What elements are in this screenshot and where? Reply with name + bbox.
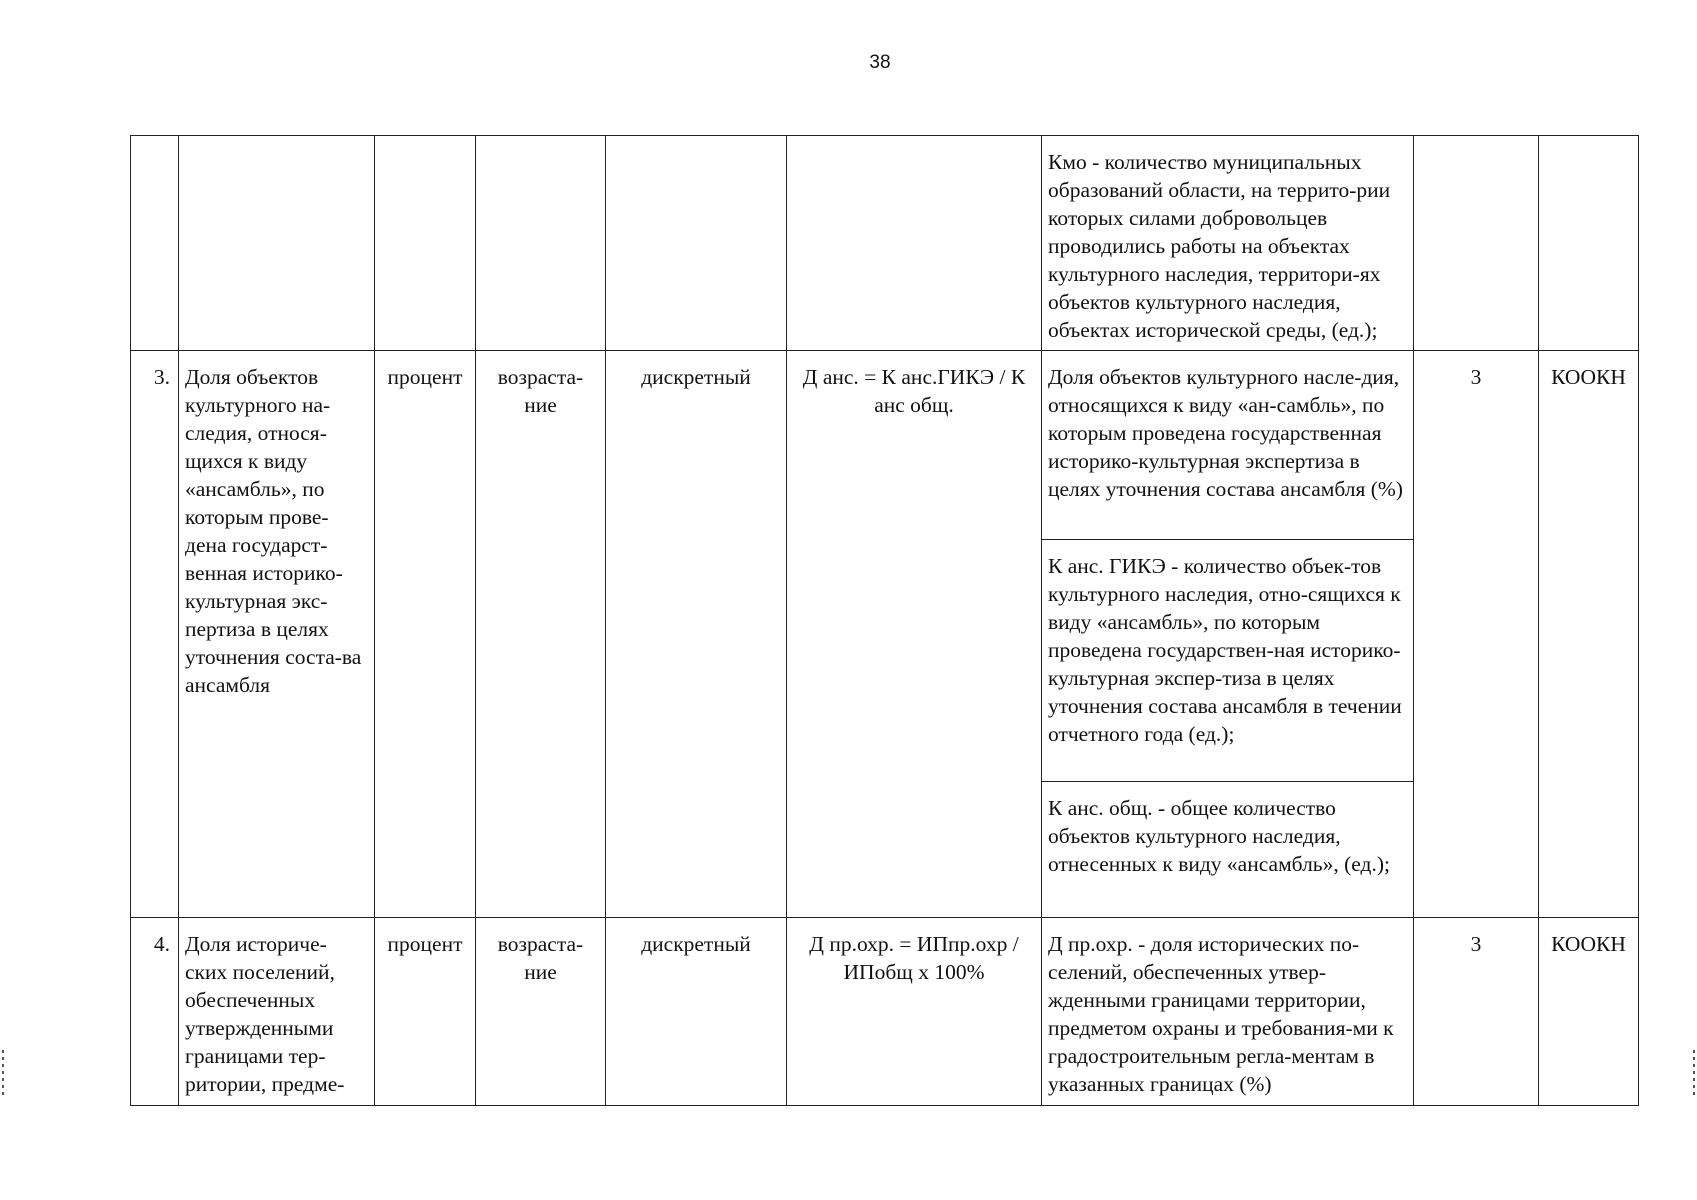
table-row	[131, 918, 1639, 1106]
description-cell: Доля объектов культурного насле-дия, относящихся к виду «ан-самбль», по которым проведена государственная историко-культурная экспертиза в целях уточнения состава ансамбля (%)	[1042, 351, 1414, 540]
indicators-table	[130, 135, 1639, 1106]
row-number-cell: 4.	[131, 918, 179, 1106]
indicator-name-cell	[179, 136, 375, 351]
type-cell: дискретный	[606, 918, 787, 1106]
formula-cell: Д анс. = К анс.ГИКЭ / К анс общ.	[787, 351, 1042, 918]
row-number-cell	[131, 136, 179, 351]
description-cell: К анс. ГИКЭ - количество объек-тов культурного наследия, отно-сящихся к виду «ансамбль», по которым проведена государствен-ная историко-культурная экспер-тиза в целях уточнения состава ансамбля в течении отчетного года (ед.);	[1042, 540, 1414, 782]
source-cell	[1414, 136, 1539, 351]
unit-cell: процент	[375, 918, 476, 1106]
table-row	[131, 351, 1639, 540]
unit-cell: процент	[375, 351, 476, 918]
source-cell: 3	[1414, 351, 1539, 918]
row-number-cell: 3.	[131, 351, 179, 918]
org-cell: КООКН	[1539, 351, 1639, 918]
source-cell: 3	[1414, 918, 1539, 1106]
formula-cell	[787, 136, 1042, 351]
table-row	[131, 136, 1639, 351]
direction-cell: возраста-ние	[476, 351, 606, 918]
direction-cell	[476, 136, 606, 351]
description-cell: Д пр.охр. - доля исторических по-селений, обеспеченных утвер-жденными границами территории, предметом охраны и требования-ми к градостроительным регла-ментам в указанных границах (%)	[1042, 918, 1414, 1106]
page-number: 38	[869, 52, 891, 73]
direction-cell: возраста-ние	[476, 918, 606, 1106]
indicator-name-cell: Доля историче-ских поселений, обеспеченных утвержденными границами тер-ритории, предме-	[179, 918, 375, 1106]
type-cell	[606, 136, 787, 351]
indicator-name-cell: Доля объектов культурного на-следия, относя-щихся к виду «ансамбль», по которым прове-дена государст-венная историко-культурная экс-пертиза в целях уточнения соста-ва ансамбля	[179, 351, 375, 918]
description-cell: Кмо - количество муниципальных образований области, на террито-рии которых силами добровольцев проводились работы на объектах культурного наследия, территори-ях объектов культурного наследия, объектах исторической среды, (ед.);	[1042, 136, 1414, 351]
type-cell: дискретный	[606, 351, 787, 918]
unit-cell	[375, 136, 476, 351]
org-cell	[1539, 136, 1639, 351]
scan-edge-mark-left	[2, 1050, 4, 1095]
description-cell: К анс. общ. - общее количество объектов культурного наследия, отнесенных к виду «ансамбль», (ед.);	[1042, 782, 1414, 918]
formula-cell: Д пр.охр. = ИПпр.охр / ИПобщ х 100%	[787, 918, 1042, 1106]
scan-edge-mark-right	[1693, 1050, 1695, 1095]
org-cell: КООКН	[1539, 918, 1639, 1106]
